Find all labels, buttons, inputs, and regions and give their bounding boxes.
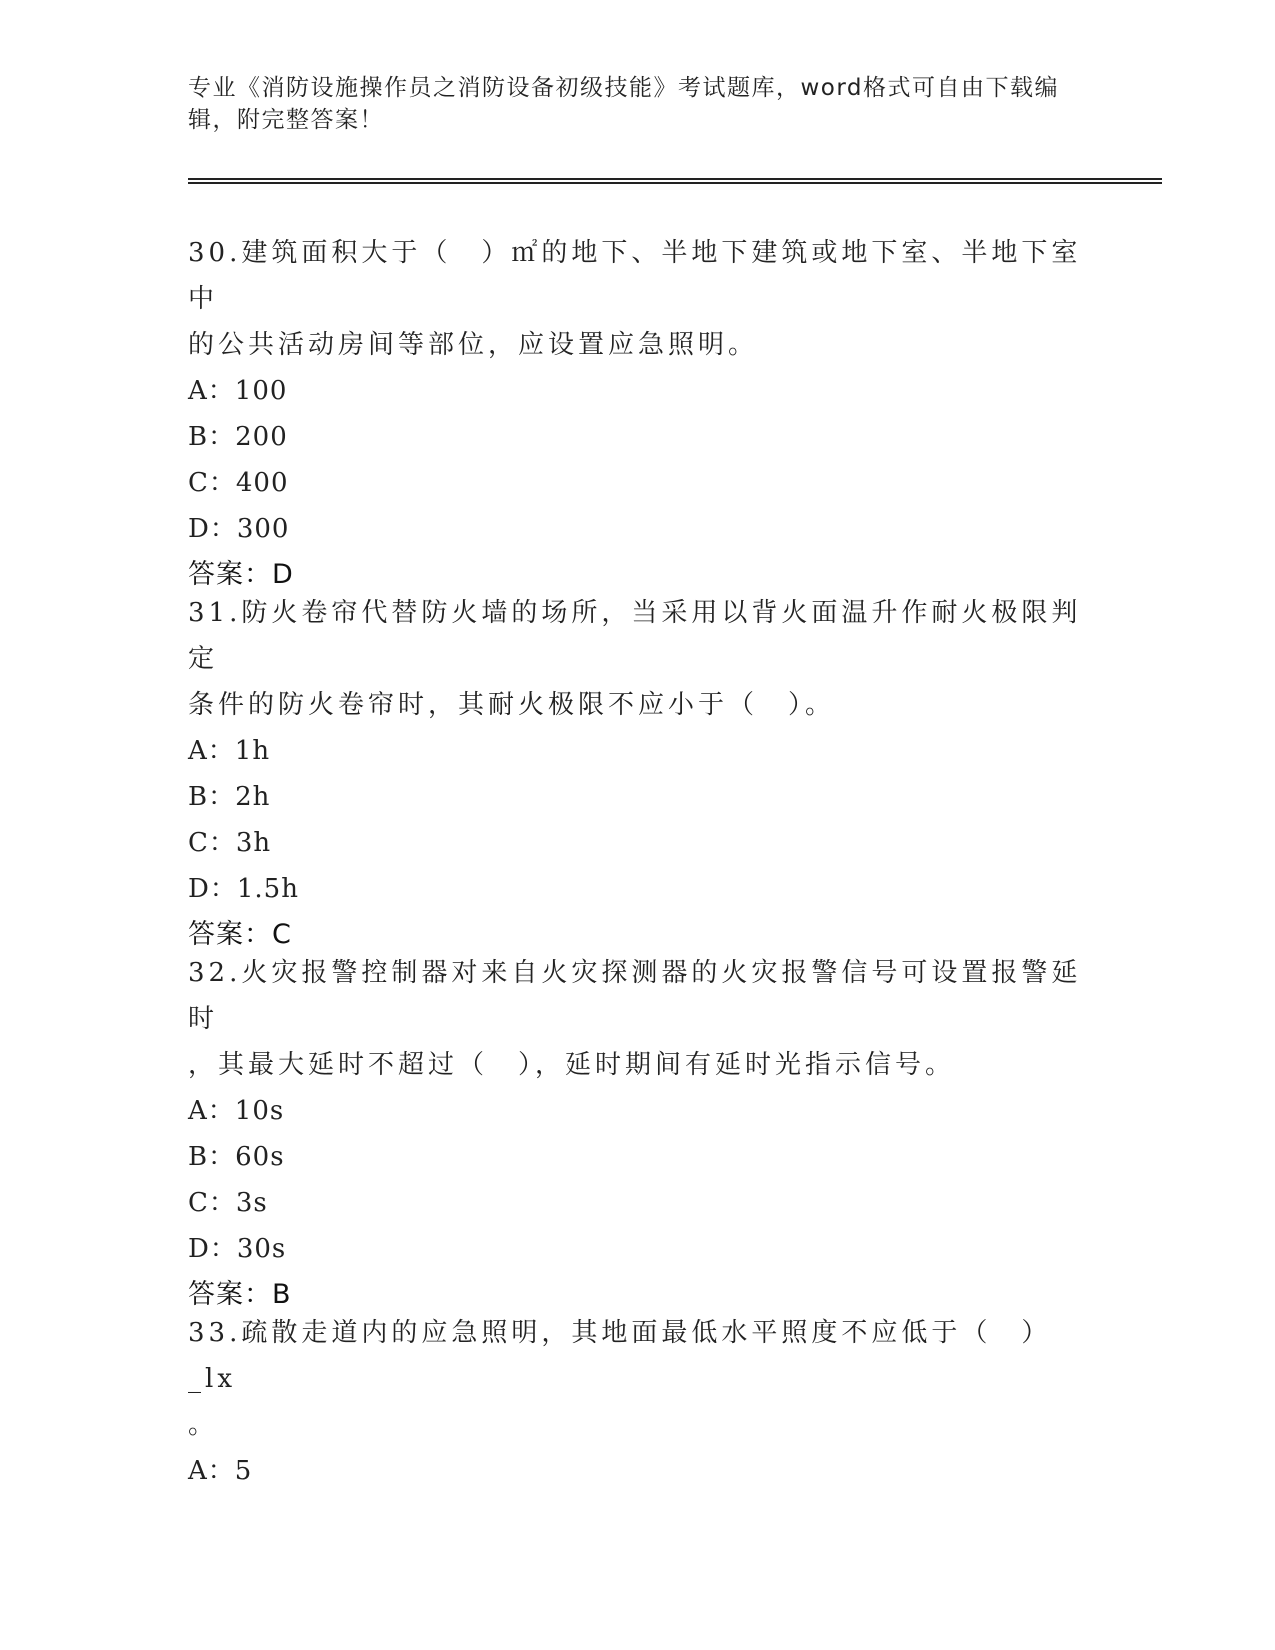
option-b: B：200 bbox=[188, 422, 288, 452]
question-stem-line: ，其最大延时不超过（ ），延时期间有延时光指示信号。 bbox=[188, 1050, 956, 1080]
answer: 答案：C bbox=[188, 919, 292, 950]
question-stem-line: 31.防火卷帘代替防火墙的场所，当采用以背火面温升作耐火极限判定 bbox=[188, 598, 1082, 674]
option-a: A：10s bbox=[188, 1096, 285, 1126]
header-divider bbox=[188, 178, 1162, 184]
question-33 bbox=[188, 1310, 1088, 1494]
header-title-line-2: 辑，附完整答案！ bbox=[188, 107, 384, 133]
option-d: D：1.5h bbox=[188, 874, 299, 904]
question-stem-line: 。 bbox=[188, 1410, 219, 1440]
question-32 bbox=[188, 950, 1088, 1318]
question-stem-line: 33.疏散走道内的应急照明，其地面最低水平照度不应低于（ ）_lx bbox=[188, 1318, 1052, 1394]
option-d: D：300 bbox=[188, 514, 290, 544]
answer: 答案：B bbox=[188, 1279, 292, 1310]
question-31 bbox=[188, 590, 1088, 958]
option-c: C：3s bbox=[188, 1188, 268, 1218]
option-b: B：60s bbox=[188, 1142, 285, 1172]
option-a: A：5 bbox=[188, 1456, 253, 1486]
answer: 答案：D bbox=[188, 559, 294, 590]
question-30 bbox=[188, 230, 1088, 598]
option-c: C：400 bbox=[188, 468, 289, 498]
document-header bbox=[188, 72, 1088, 136]
question-stem-line: 条件的防火卷帘时，其耐火极限不应小于（ ）。 bbox=[188, 690, 836, 720]
option-b: B：2h bbox=[188, 782, 271, 812]
option-c: C：3h bbox=[188, 828, 272, 858]
question-stem-line: 32.火灾报警控制器对来自火灾探测器的火灾报警信号可设置报警延时 bbox=[188, 958, 1082, 1034]
option-a: A：1h bbox=[188, 736, 271, 766]
question-stem-line: 30.建筑面积大于（ ）㎡的地下、半地下建筑或地下室、半地下室中 bbox=[188, 238, 1082, 314]
header-title-line-1: 专业《消防设施操作员之消防设备初级技能》考试题库，word格式可自由下载编 bbox=[188, 75, 1060, 101]
question-stem-line: 的公共活动房间等部位，应设置应急照明。 bbox=[188, 330, 759, 360]
option-a: A：100 bbox=[188, 376, 288, 406]
option-d: D：30s bbox=[188, 1234, 287, 1264]
